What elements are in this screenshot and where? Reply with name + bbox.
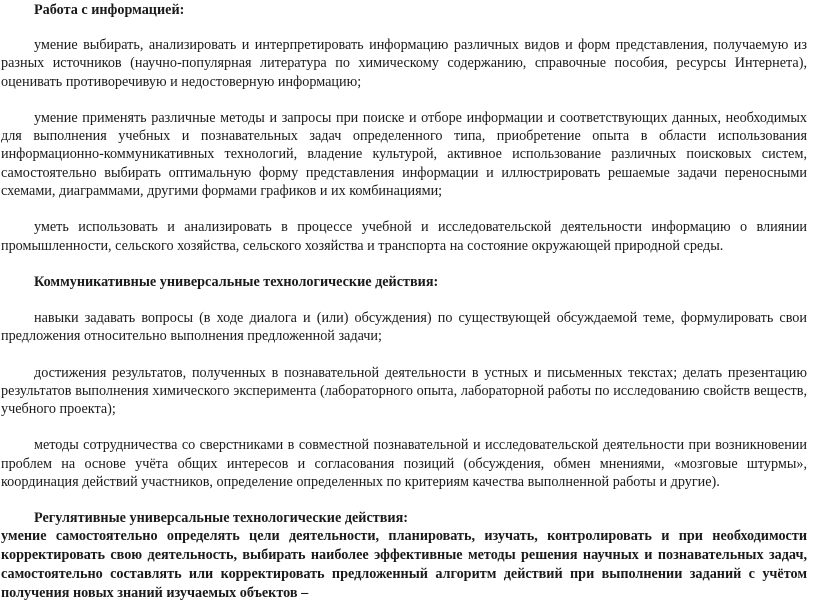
paragraph-info-1: умение выбирать, анализировать и интерпретировать информацию различных видов и форм представления, получаемую из разных источников (научно-популярная литература по химическому содержанию, справочные пособия, ресурсы Интернета), оценивать противоречивую и недостоверную информацию; xyxy=(1,37,807,90)
paragraph-comm-2: достижения результатов, полученных в познавательной деятельности в устных и письменных текстах; делать презентацию результатов выполнения химического эксперимента (лабораторного опыта, лабораторной работы по исследованию свойств веществ, учебного проекта); xyxy=(1,364,807,418)
section-title-regulatory: Регулятивные универсальные технологические действия: xyxy=(34,510,408,527)
paragraph-reg-1: умение самостоятельно определять цели деятельности, планировать, изучать, контролировать и при необходимости корректировать свою деятельность, выбирать наиболее эффективные методы решения научных и познавательных задач, самостоятельно составлять или корректировать предложенный алгоритм действий при выполнении заданий с учётом получения новых знаний изучаемых объектов – xyxy=(1,528,807,601)
paragraph-info-2: умение применять различные методы и запросы при поиске и отборе информации и соответствующих данных, необходимых для выполнения учебных и познавательных задач определенного типа, приобретение опыта в области использования информационно-коммуникативных технологий, владение культурой, активное использование различных поисковых систем, самостоятельно выбирать оптимальную форму представления информации и иллюстрировать решаемые задачи переносными схемами, диаграммами, другими формами графиков и их комбинациями; xyxy=(1,109,807,200)
section-title-information: Работа с информацией: xyxy=(34,2,185,18)
section-title-communicative: Коммуникативные универсальные технологические действия: xyxy=(34,273,439,290)
paragraph-comm-3: методы сотрудничества со сверстниками в совместной познавательной и исследовательской деятельности при возникновении проблем на основе учёта общих интересов и согласования позиций (обсуждения, обмен мнениями, «мозговые штурмы», координация действий участников, определение определенных по критериям качества выполненной работы и другие). xyxy=(1,437,807,491)
document-page xyxy=(0,1,816,601)
paragraph-info-3: уметь использовать и анализировать в процессе учебной и исследовательской деятельности информацию о влиянии промышленности, сельского хозяйства, сельского хозяйства и транспорта на состояние окружающей природной среды. xyxy=(1,219,807,254)
paragraph-comm-1: навыки задавать вопросы (в ходе диалога и (или) обсуждения) по существующей обсуждаемой теме, формулировать свои предложения относительно выполнения предложенной задачи; xyxy=(1,309,807,345)
